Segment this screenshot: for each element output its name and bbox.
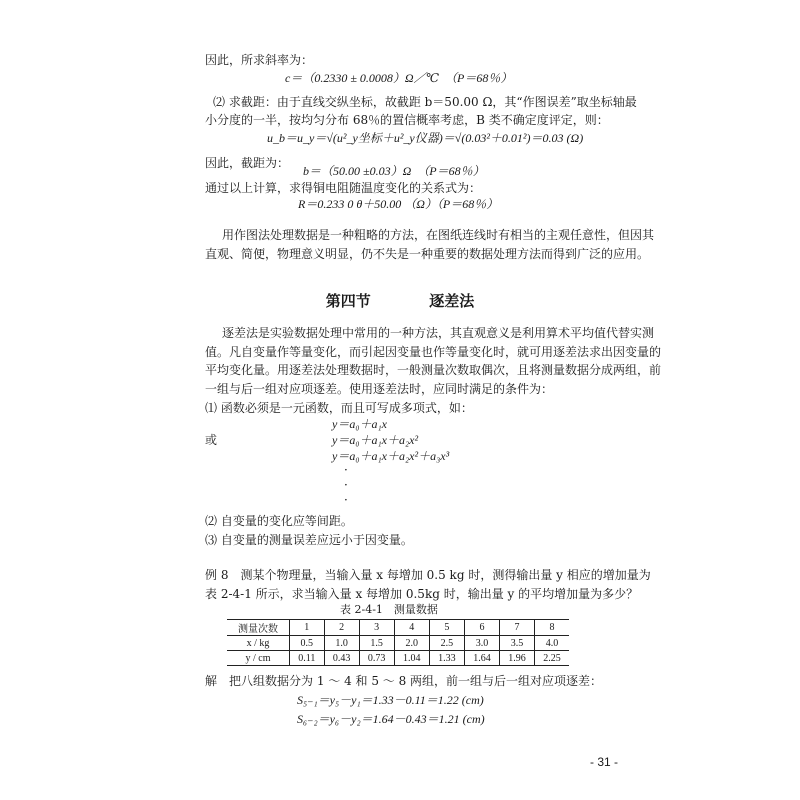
table-cell: 2.5 xyxy=(429,636,464,651)
table-cell: 1.64 xyxy=(464,651,499,666)
paragraph-line: 值。凡自变量作等量变化，而引起因变量也作等量变化时，就可用逐差法求出因变量的 xyxy=(205,345,662,359)
equation-relation: R＝0.233 0 θ＋50.00 （Ω）（P＝68％） xyxy=(298,197,499,211)
condition-2: ⑵ 自变量的变化应等间距。 xyxy=(205,514,353,528)
paragraph-line: 用作图法处理数据是一种粗略的方法，在图纸连线时有相当的主观任意性，但因其 xyxy=(222,228,655,242)
table-cell: 5 xyxy=(429,620,464,636)
table-cell: 1 xyxy=(290,620,325,636)
table-cell: 3.5 xyxy=(500,636,535,651)
equation-intercept: b＝（50.00 ±0.03）Ω （P＝68％） xyxy=(303,164,485,178)
table-cell: 0.11 xyxy=(290,651,325,666)
example-statement: 例 8 测某个物理量，当输入量 x 每增加 0.5 kg 时，测得输出量 y 相应的增加量为 xyxy=(205,568,651,582)
ellipsis-dot: · xyxy=(344,463,348,477)
table-cell: 0.43 xyxy=(324,651,359,666)
ellipsis-dot: · xyxy=(344,478,348,492)
table-cell: x / kg xyxy=(227,636,290,651)
equation-s62: S₆₋₂＝y₆－y₂＝1.64－0.43＝1.21 (cm) xyxy=(297,712,485,726)
section-title: 逐差法 xyxy=(429,292,475,310)
text-line: 因此，所求斜率为： xyxy=(205,53,314,67)
table-cell: 4 xyxy=(394,620,429,636)
table-cell: 1.0 xyxy=(324,636,359,651)
table-cell: 2.0 xyxy=(394,636,429,651)
table-row xyxy=(227,651,569,666)
text-line: 小分度的一半，按均匀分布 68％的置信概率考虑，B 类不确定度评定，则： xyxy=(205,113,609,127)
text-line: ⑵ 求截距：由于直线交纵坐标，故截距 b＝50.00 Ω，其“作图误差”取坐标轴最 xyxy=(213,95,637,109)
table-cell: 测量次数 xyxy=(227,620,290,636)
equation-s51: S₅₋₁＝y₅－y₁＝1.33－0.11＝1.22 (cm) xyxy=(297,693,484,707)
table-cell: 3.0 xyxy=(464,636,499,651)
table-cell: 8 xyxy=(535,620,569,636)
section-heading xyxy=(0,290,800,311)
table-cell: 3 xyxy=(359,620,394,636)
page-number: - 31 - xyxy=(590,755,619,769)
table-cell: 0.5 xyxy=(290,636,325,651)
condition-3: ⑶ 自变量的测量误差应远小于因变量。 xyxy=(205,533,413,547)
condition-1: ⑴ 函数必须是一元函数，而且可写成多项式，如： xyxy=(205,401,473,415)
formula-quadratic: y＝a₀＋a₁x＋a₂x² xyxy=(332,433,419,447)
ellipsis-dot: · xyxy=(344,493,348,507)
table-cell: 1.96 xyxy=(500,651,535,666)
text-or: 或 xyxy=(205,433,218,447)
table-cell: 6 xyxy=(464,620,499,636)
section-number: 第四节 xyxy=(325,292,371,310)
table-cell: 1.04 xyxy=(394,651,429,666)
table-cell: 2.25 xyxy=(535,651,569,666)
formula-linear: y＝a₀＋a₁x xyxy=(332,417,387,431)
paragraph-line: 直观、简便，物理意义明显，仍不失是一种重要的数据处理方法而得到广泛的应用。 xyxy=(205,247,650,261)
formula-cubic: y＝a₀＋a₁x＋a₂x²＋a₃x³ xyxy=(332,449,450,463)
paragraph-line: 一组与后一组对应项逐差。使用逐差法时，应同时满足的条件为： xyxy=(205,382,554,396)
text-line: 因此，截距为： xyxy=(205,156,290,170)
paragraph-line: 平均变化量。用逐差法处理数据时，一般测量次数取偶次，且将测量数据分成两组，前 xyxy=(205,363,662,377)
table-cell: 1.33 xyxy=(429,651,464,666)
table-cell: 1.5 xyxy=(359,636,394,651)
table-cell: y / cm xyxy=(227,651,290,666)
paragraph-line: 逐差法是实验数据处理中常用的一种方法，其直观意义是利用算术平均值代替实测 xyxy=(222,326,655,340)
measurement-table xyxy=(227,619,569,666)
table-cell: 0.73 xyxy=(359,651,394,666)
equation-slope: c＝（0.2330 ± 0.0008）Ω／℃ （P＝68％） xyxy=(285,71,513,85)
equation-uncertainty: u_b＝u_y＝√(u²_y坐标＋u²_y仪器)＝√(0.03²＋0.01²)＝0.03 (Ω) xyxy=(267,131,584,145)
text-line: 通过以上计算，求得铜电阻随温度变化的关系式为： xyxy=(205,181,482,195)
table-cell: 4.0 xyxy=(535,636,569,651)
table-row xyxy=(227,636,569,651)
table-cell: 7 xyxy=(500,620,535,636)
solution-line: 解 把八组数据分为 1 ～ 4 和 5 ～ 8 两组，前一组与后一组对应项逐差： xyxy=(205,674,603,688)
example-statement: 表 2-4-1 所示，求当输入量 x 每增加 0.5kg 时，输出量 y 的平均增加量为多少？ xyxy=(205,587,639,601)
table-header-row xyxy=(227,620,569,636)
table-cell: 2 xyxy=(324,620,359,636)
table-caption: 表 2-4-1 测量数据 xyxy=(340,603,438,616)
